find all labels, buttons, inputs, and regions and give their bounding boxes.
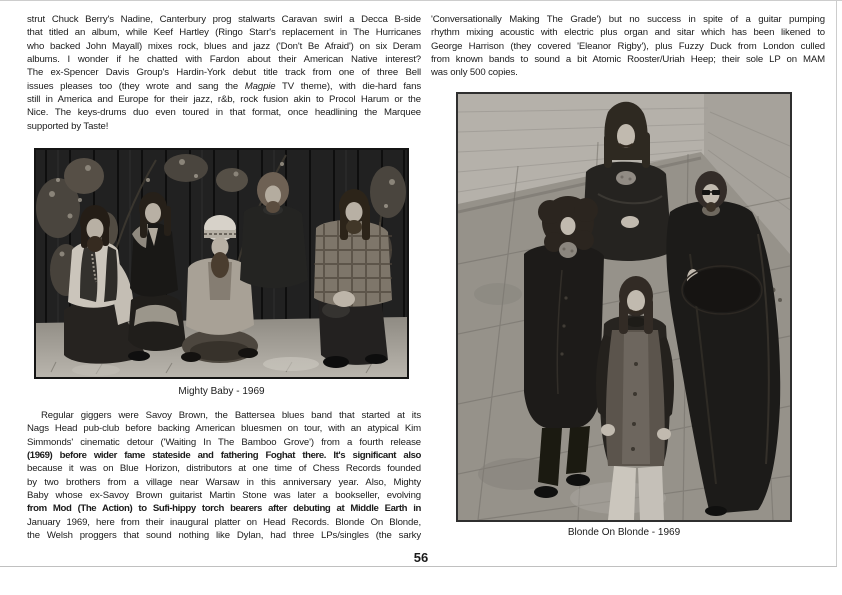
page-edge-bottom [0,566,837,567]
text-line: (1969) before wider fame stateside and fathering Foghat there. It's significant also [27,450,421,462]
text-line: from Mod (The Action) to Sufi-hippy torch bearers after debuting at Middle Earth in [27,503,421,515]
text-line: Nice. The keys-drums duo even toured in that format, once headlining the Marquee [27,107,421,119]
page-edge-right [836,0,837,567]
photo-mighty-baby-illustration [36,150,407,377]
text-line: strut Chuck Berry's Nadine, Canterbury prog stalwarts Caravan swirl a Decca B-side [27,14,421,25]
text-line: Baby whose ex-Savoy Brown guitarist Martin Stone was later a bookseller, evolving [27,490,421,502]
text-line: 'Conversationally Making The Grade') but no success in spite of a guitar pumping [431,14,825,25]
text-line: Regular giggers were Savoy Brown, the Battersea blues band that started at its [41,410,421,421]
text-line: was only 500 copies. [431,67,518,79]
page-edge-top [0,0,842,1]
text-line: albums. I wonder if he chatted with Fardon about their American Native interest? [27,54,421,66]
paragraph-right-1 [431,13,825,80]
photo-caption-mighty-baby: Mighty Baby - 1969 [178,386,265,397]
text-line: The ex-Spencer Davis Group's Hardin-York debut title track from one of three Bell [27,67,421,79]
text-line: the Welsh proggers that sound nothing like Dylan, had three LPs/singles (the sarky [27,530,421,542]
text-line: still in America and Europe for their jazz, r&b, rock fusion akin to Procol Harum or the [27,94,421,106]
photo-blonde-on-blonde-illustration [458,94,790,520]
text-line: rhythm mixing acoustic with electric plus organ and sitar which has been likened to [431,27,825,39]
paragraph-left-2 [27,409,421,542]
text-line: who backed John Mayall) mixes rock, blues and jazz ('Don't Be Afraid') on six Deram [27,40,421,52]
text-line: because it was on Blue Horizon, distributors at one time of Chess Records founded [27,463,421,475]
text-line: supported by Taste! [27,120,109,132]
text-line: Nags Head pub-club before backing American bluesmen on tour, with an atypical Kim [27,423,421,435]
photo-caption-blonde-on-blonde: Blonde On Blonde - 1969 [567,527,681,538]
text-line: that titled an album, while Keef Hartley (Ringo Starr's replacement in The Hurricanes [27,27,421,39]
paragraph-left-1 [27,13,421,133]
text-line: by two brothers from a village near Warsaw in this anniversary year. Also, Mighty [27,476,421,488]
text-line: issues pleases too (they wrote and sang the Magpie TV theme), with die-hard fans [27,80,421,92]
text-line: January 1969, here from their inaugural platter on Head Records. Blonde On Blonde, [27,516,421,528]
text-line: from known bands to sound a bit Atomic Rooster/Uriah Heep; their sole LP on MAM [431,54,825,66]
photo-mighty-baby [34,148,409,379]
page-number: 56 [413,550,429,565]
photo-blonde-on-blonde [456,92,792,522]
text-line: George Harrison (they covered 'Eleanor Rigby'), plus Fuzzy Duck from London culled [431,40,825,52]
photo-tone-overlay [458,94,790,520]
text-line: Simmonds' cinematic detour ('Waiting In The Bamboo Grove') from a fourth release [27,436,421,448]
